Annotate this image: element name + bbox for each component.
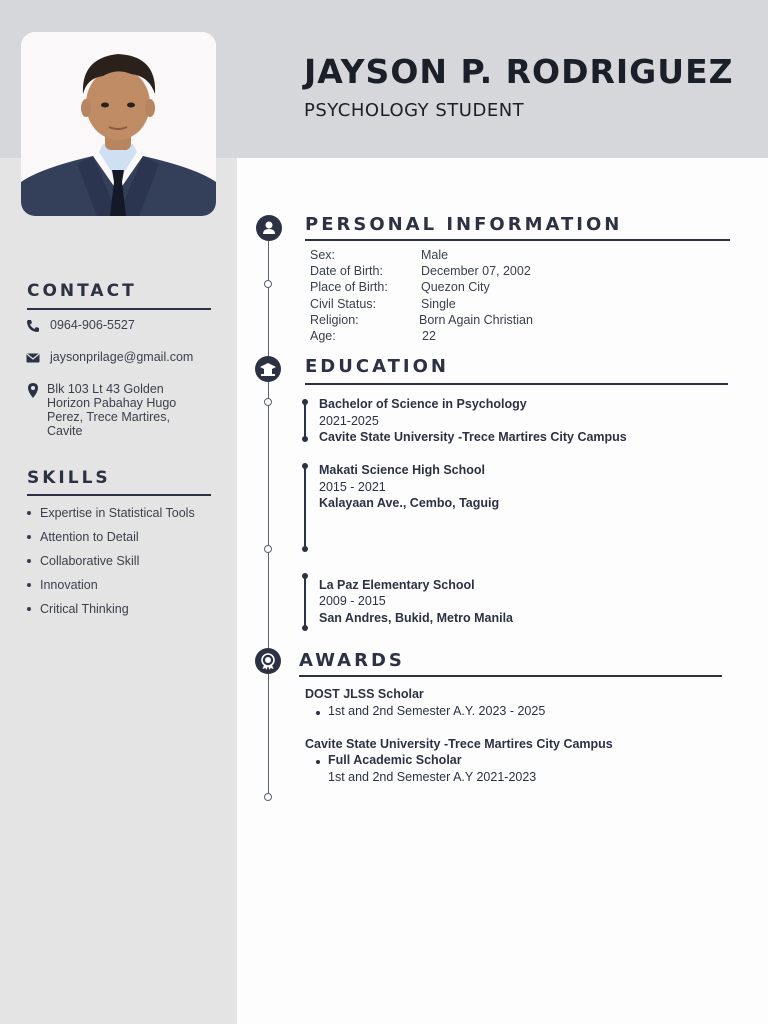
award-title: DOST JLSS Scholar xyxy=(305,687,424,701)
phone-text: 0964-906-5527 xyxy=(50,318,135,332)
candidate-name: JAYSON P. RODRIGUEZ xyxy=(304,52,734,91)
awards-heading: AWARDS xyxy=(299,650,405,671)
phone-icon xyxy=(25,318,41,334)
education-years: 2021-2025 xyxy=(319,414,379,428)
education-years: 2009 - 2015 xyxy=(319,594,386,608)
personal-info-divider xyxy=(305,239,730,241)
graduation-icon xyxy=(255,356,281,382)
skills-heading: SKILLS xyxy=(27,468,111,488)
pi-value: Quezon City xyxy=(421,280,490,294)
mail-icon xyxy=(25,350,41,366)
address-text: Blk 103 Lt 43 Golden Horizon Pabahay Hugo Perez, Trece Martires, Cavite xyxy=(47,382,177,438)
timeline-dot xyxy=(264,398,272,406)
contact-phone xyxy=(25,318,135,334)
timeline-dot xyxy=(264,280,272,288)
skill-item: Expertise in Statistical Tools xyxy=(40,504,195,528)
pi-label: Civil Status: xyxy=(310,297,376,311)
education-divider xyxy=(305,383,728,385)
education-heading: EDUCATION xyxy=(305,356,449,377)
education-marker xyxy=(304,402,306,439)
pi-value: December 07, 2002 xyxy=(421,264,531,278)
education-title: Bachelor of Science in Psychology xyxy=(319,397,527,411)
skills-divider xyxy=(27,494,211,496)
pi-value: Single xyxy=(421,297,456,311)
contact-divider xyxy=(27,308,211,310)
skills-list xyxy=(40,504,195,624)
timeline-dot xyxy=(264,545,272,553)
education-title: Makati Science High School xyxy=(319,463,486,477)
award-medal-icon xyxy=(255,648,281,674)
pi-label: Religion: xyxy=(310,313,359,327)
pi-value: Male xyxy=(421,248,449,262)
pi-label: Date of Birth: xyxy=(310,264,383,278)
pi-label: Sex: xyxy=(310,248,336,262)
skill-item: Attention to Detail xyxy=(40,528,195,552)
awards-divider xyxy=(299,675,722,677)
timeline-dot xyxy=(264,793,272,801)
award-title: Cavite State University -Trece Martires City Campus xyxy=(305,737,613,751)
timeline-line xyxy=(268,240,269,796)
pi-label: Place of Birth: xyxy=(310,280,388,294)
skill-item: Collaborative Skill xyxy=(40,552,195,576)
location-pin-icon xyxy=(25,382,41,398)
award-bullet: Full Academic Scholar xyxy=(328,753,462,767)
education-marker xyxy=(304,466,306,549)
skill-item: Critical Thinking xyxy=(40,600,195,624)
education-marker xyxy=(304,576,306,628)
skill-item: Innovation xyxy=(40,576,195,600)
education-title: La Paz Elementary School xyxy=(319,578,475,592)
education-place: Cavite State University -Trece Martires City Campus xyxy=(319,430,627,444)
email-text: jaysonprilage@gmail.com xyxy=(50,350,194,364)
pi-label: Age: xyxy=(310,329,336,343)
education-place: San Andres, Bukid, Metro Manila xyxy=(319,611,514,625)
contact-email xyxy=(25,350,193,366)
pi-value: 22 xyxy=(422,329,436,343)
contact-heading: CONTACT xyxy=(27,281,137,301)
profile-photo xyxy=(21,32,216,216)
personal-info-heading: PERSONAL INFORMATION xyxy=(305,214,623,235)
pi-value: Born Again Christian xyxy=(419,313,533,327)
user-icon xyxy=(256,215,282,241)
contact-address xyxy=(25,382,197,438)
education-years: 2015 - 2021 xyxy=(319,480,386,494)
education-place: Kalayaan Ave., Cembo, Taguig xyxy=(319,496,500,510)
award-detail: 1st and 2nd Semester A.Y 2021-2023 xyxy=(328,770,537,784)
award-detail: 1st and 2nd Semester A.Y. 2023 - 2025 xyxy=(328,704,546,718)
candidate-role: PSYCHOLOGY STUDENT xyxy=(304,100,525,121)
